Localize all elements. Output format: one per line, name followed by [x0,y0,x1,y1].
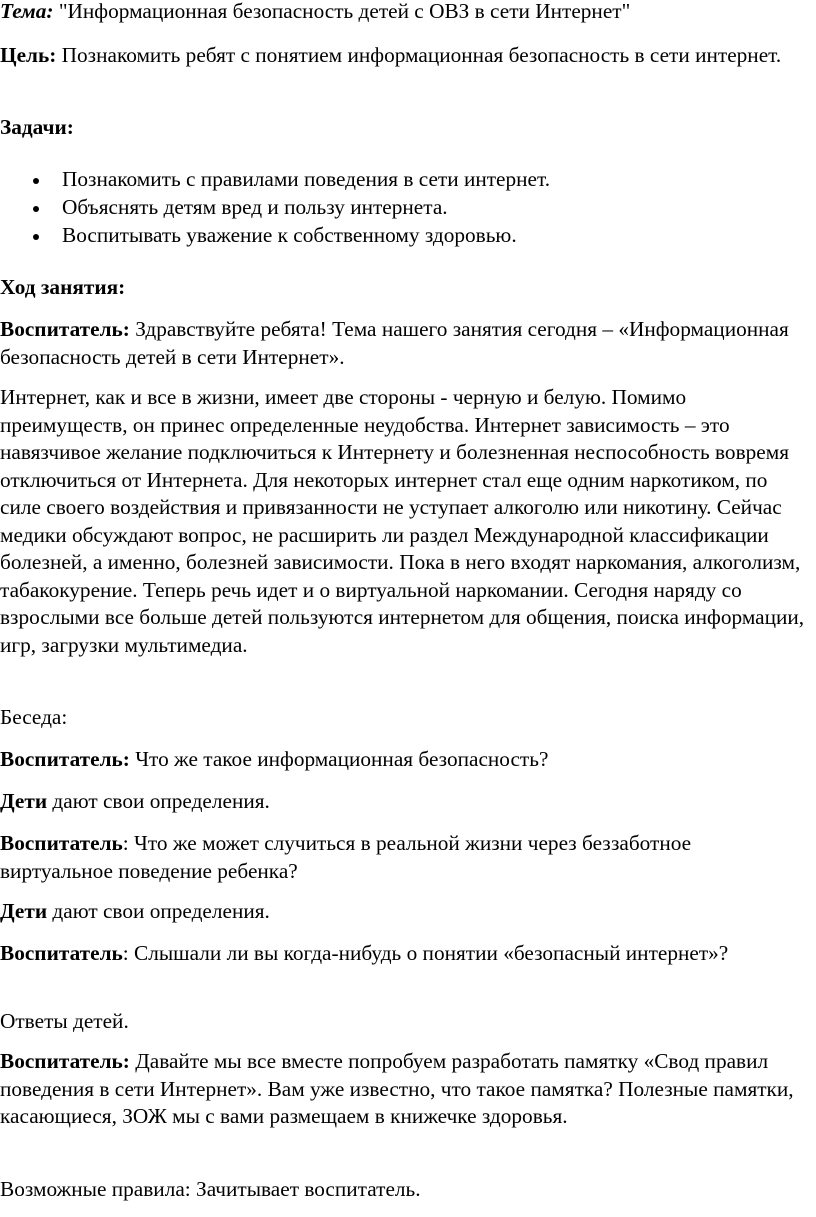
dialogue-text: Интернет, как и все в жизни, имеет две стороны - черную и белую. Помимо преимуществ, он принес определенные неудобства. Интернет зависимость – это навязчивое желание подключиться к Интернету и болезненная неспособность вовремя отключиться от Интернета. Для некоторых интернет стал еще одним наркотиком, по силе своего воздействия и привязанности не уступает алкоголю или никотину. Сейчас медики обсуждают вопрос, не расширить ли раздел Международной классификации болезней, а именно, болезней зависимости. Пока в него входят наркомания, алкоголизм, табакокурение. Теперь речь идет и о виртуальной наркомании. Сегодня наряду со взрослыми все больше детей пользуются интернетом для общения, поиска информации, игр, загрузки мультимедиа. [0,385,805,657]
dialogue-text: : Что же может случиться в реальной жизни через беззаботное виртуальное поведение ребенка? [0,831,692,883]
speaker-label: Воспитатель [0,831,123,855]
dialogue-paragraph [0,898,806,926]
tasks-list [0,166,806,250]
task-item: Воспитывать уважение к собственному здоровью. [0,222,806,250]
dialogue-paragraph [0,830,806,885]
dialogue-paragraph [0,316,806,371]
speaker-label: Воспитатель: [0,317,130,341]
dialogue-paragraph [0,704,806,732]
dialogue-paragraph [0,788,806,816]
goal-text: Познакомить ребят с понятием информационная безопасность в сети интернет. [56,43,782,67]
dialogue-paragraph [0,1008,806,1036]
topic-line [0,0,806,26]
dialogue-paragraph [0,384,806,659]
dialogue-text: Давайте мы все вместе попробуем разработать памятку «Свод правил поведения в сети Интернет». Вам уже известно, что такое памятка? Полезные памятки, касающиеся, ЗОЖ мы с вами размещаем в книжечке здоровья. [0,1049,794,1128]
dialogue-text: Что же такое информационная безопасность? [129,747,549,771]
topic-label: Тема: [0,0,54,23]
lesson-heading: Ход занятия: [0,275,126,299]
speaker-label: Воспитатель: [0,1049,130,1073]
dialogue-text: Ответы детей. [0,1009,129,1033]
dialogue-paragraph [0,746,806,774]
speaker-label: Воспитатель [0,941,123,965]
topic-text: "Информационная безопасность детей с ОВЗ в сети Интернет" [53,0,631,23]
dialogue-text: Беседа: [0,705,68,729]
dialogue-text: : Слышали ли вы когда-нибудь о понятии «безопасный интернет»? [122,941,729,965]
speaker-label: Воспитатель: [0,747,130,771]
goal-label: Цель: [0,43,57,67]
speaker-label: Дети [0,899,48,923]
dialogue-paragraph [0,1176,806,1204]
dialogue-text: дают свои определения. [47,789,270,813]
dialogue-text: Здравствуйте ребята! Тема нашего занятия сегодня – «Информационная безопасность детей в сети Интернет». [0,317,789,369]
dialogue-paragraph [0,1048,806,1131]
speaker-label: Дети [0,789,48,813]
goal-paragraph [0,42,806,70]
task-item: Объяснять детям вред и пользу интернета. [0,194,806,222]
dialogue-paragraph [0,940,806,968]
dialogue-text: дают свои определения. [47,899,270,923]
tasks-heading: Задачи: [0,115,74,139]
task-item: Познакомить с правилами поведения в сети интернет. [0,166,806,194]
dialogue-text: Возможные правила: Зачитывает воспитатель. [0,1177,421,1201]
